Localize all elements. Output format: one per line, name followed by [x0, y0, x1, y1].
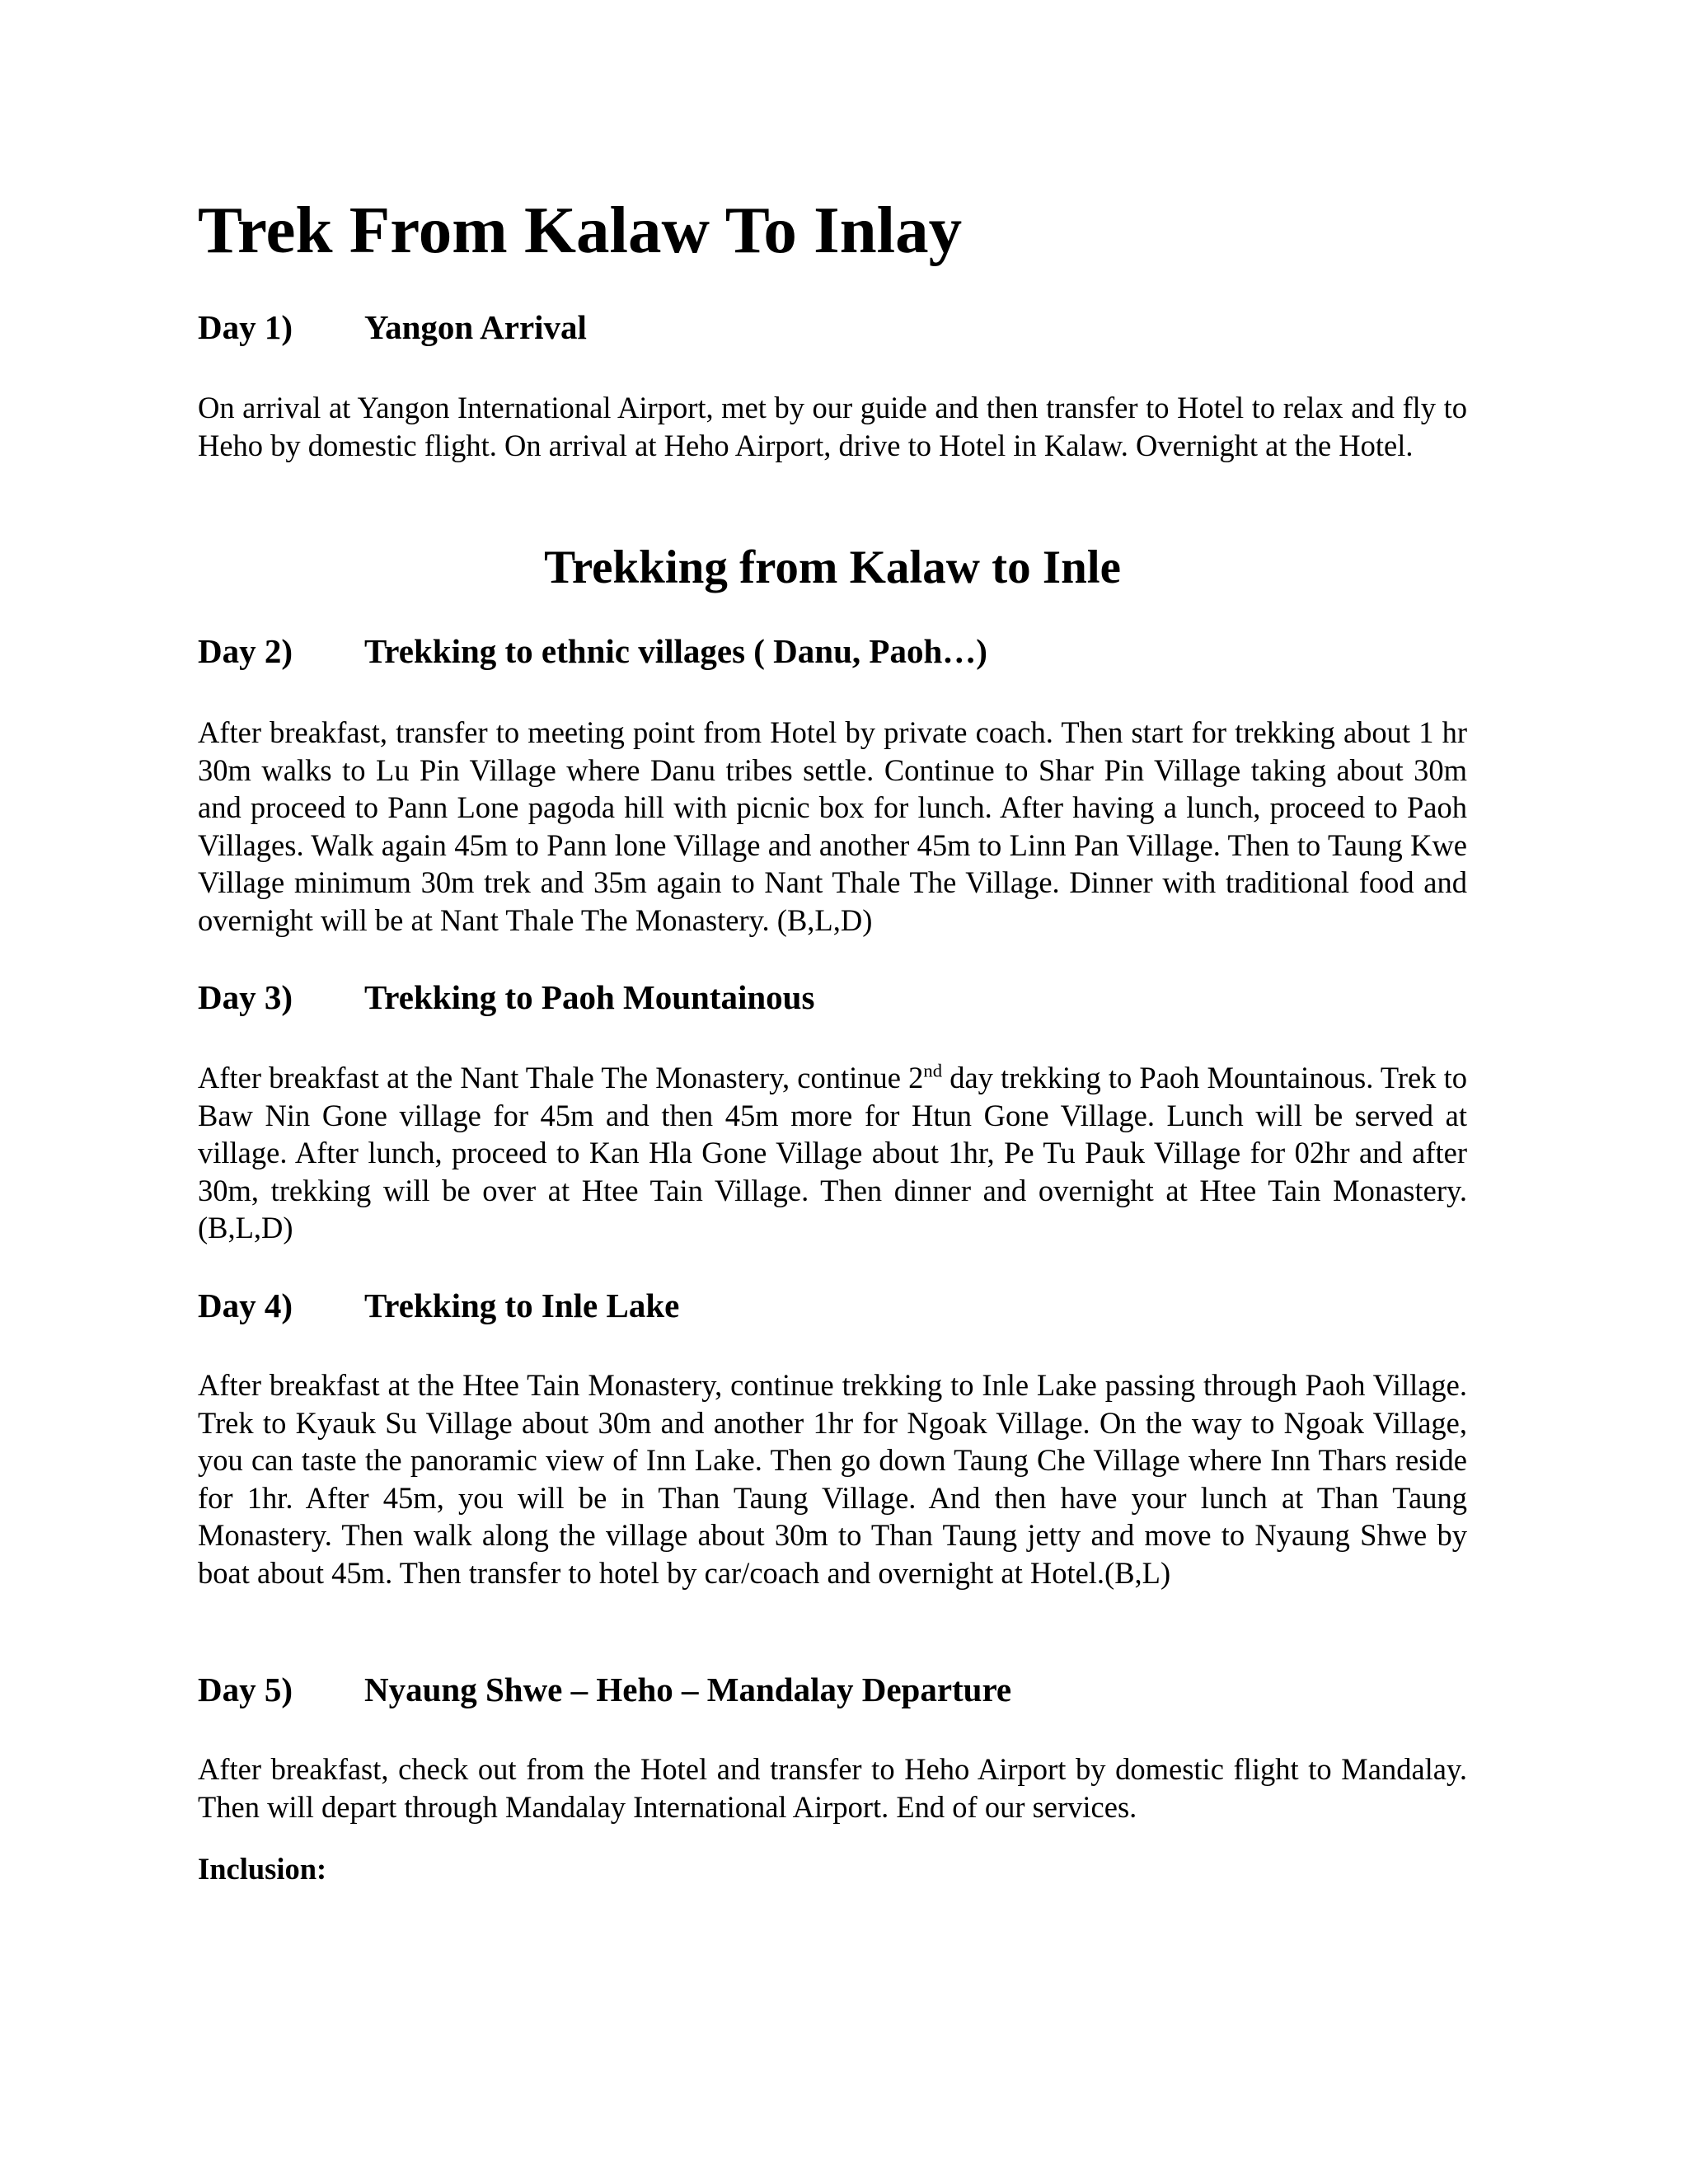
day-4-heading [198, 1287, 1467, 1324]
document-title: Trek From Kalaw To Inlay [198, 193, 963, 267]
day-5-number: Day 5) [198, 1671, 293, 1708]
day-5-description: After breakfast, check out from the Hotel and transfer to Heho Airport by domestic flight to Mandalay. Then will depart through Mandalay International Airport. End of our services. [198, 1752, 1467, 1824]
day-1-number: Day 1) [198, 308, 293, 346]
day-2-title: Trekking to ethnic villages ( Danu, Paoh…) [364, 632, 987, 670]
day-3-description [198, 1059, 1467, 1247]
day-3-number: Day 3) [198, 978, 293, 1016]
inclusion-label: Inclusion: [198, 1852, 327, 1886]
day-4-number: Day 4) [198, 1286, 293, 1324]
day-3-title: Trekking to Paoh Mountainous [364, 978, 815, 1016]
day-3-text-start: After breakfast at the Nant Thale The Monastery, continue 2 [198, 1061, 924, 1094]
day-2-heading [198, 633, 1467, 670]
day-1-description: On arrival at Yangon International Airport, met by our guide and then transfer to Hotel to relax and fly to Heho by domestic flight. On arrival at Heho Airport, drive to Hotel in Kalaw. Overnight at the Hotel. [198, 391, 1467, 462]
day-4-title: Trekking to Inle Lake [364, 1286, 680, 1324]
day-5-title: Nyaung Shwe – Heho – Mandalay Departure [364, 1671, 1012, 1708]
day-2-description: After breakfast, transfer to meeting point from Hotel by private coach. Then start for trekking about 1 hr 30m walks to Lu Pin Village where Danu tribes settle. Continue to Shar Pin Village taking about 30m and proceed to Pann Lone pagoda hill with picnic box for lunch. After having a lunch, proceed to Paoh Villages. Walk again 45m to Pann lone Village and another 45m to Linn Pan Village. Then to Taung Kwe Village minimum 30m trek and 35m again to Nant Thale The Village. Dinner with traditional food and overnight will be at Nant Thale The Monastery. (B,L,D) [198, 715, 1467, 937]
day-5-heading [198, 1671, 1467, 1708]
day-3-ordinal-suffix: nd [923, 1060, 943, 1081]
day-3-heading [198, 979, 1467, 1016]
day-2-number: Day 2) [198, 632, 293, 670]
section-title: Trekking from Kalaw to Inle [544, 541, 1121, 593]
day-4-description: After breakfast at the Htee Tain Monastery, continue trekking to Inle Lake passing through Paoh Village. Trek to Kyauk Su Village about 30m and another 1hr for Ngoak Village. On the way to Ngoak Village, you can taste the panoramic view of Inn Lake. Then go down Taung Che Village where Inn Thars reside for 1hr. After 45m, you will be in Than Taung Village. And then have your lunch at Than Taung Monastery. Then walk along the village about 30m to Than Taung jetty and move to Nyaung Shwe by boat about 45m. Then transfer to hotel by car/coach and overnight at Hotel.(B,L) [198, 1368, 1467, 1590]
day-1-heading [198, 309, 1467, 346]
day-3-text-rest: day trekking to Paoh Mountainous. Trek to Baw Nin Gone village for 45m and then 45m more for Htun Gone Village. Lunch will be served at village. After lunch, proceed to Kan Hla Gone Village about 1hr, Pe Tu Pauk Village for 02hr and after 30m, trekking will be over at Htee Tain Village. Then dinner and overnight at Htee Tain Monastery.(B,L,D) [198, 1061, 1467, 1244]
day-1-title: Yangon Arrival [364, 308, 587, 346]
